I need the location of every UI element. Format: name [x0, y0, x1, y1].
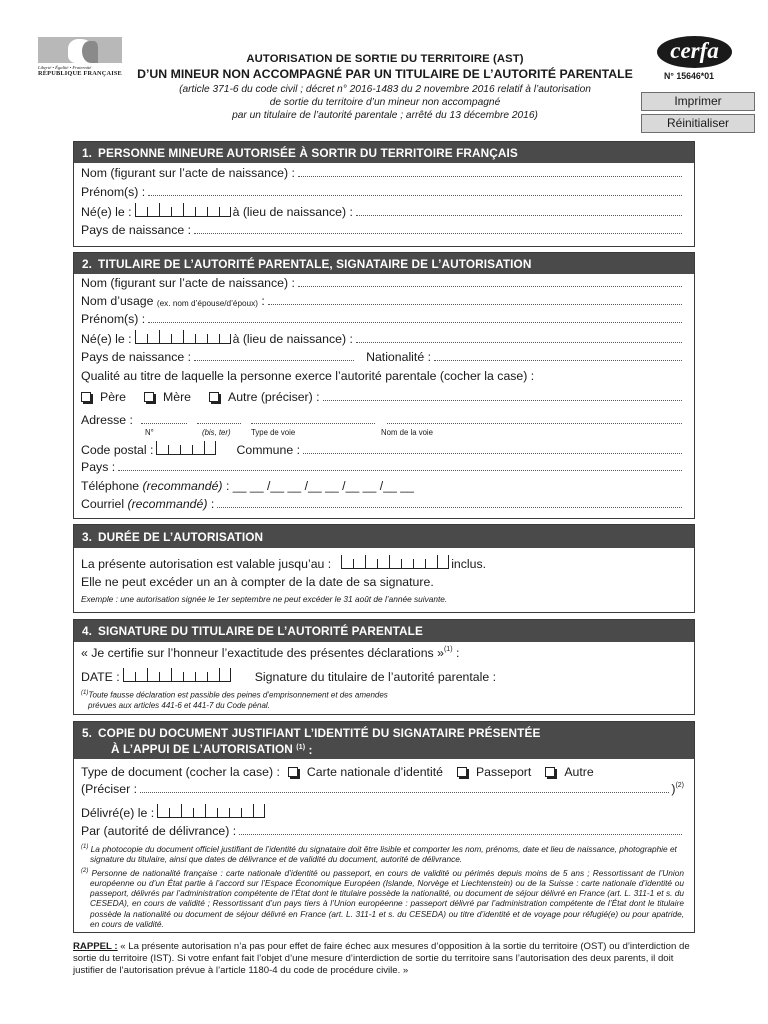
form-title-line1: AUTORISATION DE SORTIE DU TERRITOIRE (AST)	[246, 53, 524, 65]
field-label: Nom d’usage	[81, 294, 154, 308]
field-label: Prénom(s) :	[81, 312, 146, 326]
minor-pays-row	[81, 223, 684, 237]
parent-birthdate-field[interactable]	[135, 331, 231, 344]
parent-country-field[interactable]	[194, 360, 354, 361]
footnote-text: La photocopie du document officiel justifiant de l’identité du signataire doit être lisible et comporter les nom, prénoms, date et lieu de naissance, photographie et signature du titulaire, ainsi que dates de délivrance et de validité du document, autorité de délivrance.	[90, 843, 677, 864]
field-hint: (recommandé)	[127, 497, 208, 511]
section-title	[98, 726, 540, 757]
minor-birthplace-field[interactable]	[356, 215, 682, 216]
print-button[interactable]: Imprimer	[641, 92, 755, 111]
addr-number-caption: N°	[145, 428, 154, 437]
parent-pays-residence-row	[81, 460, 684, 474]
footnote-text: Personne de nationalité française : carte nationale d’identité ou passeport, en cours de validité ou périmés depuis moins de 5 ans ; Ressortissant de l’Union européenne ou d’un État partie à l’accord sur l’Espace Économique Européen (Islande, Norvège et Liechtenstein) ou de la Suisse : carte nationale d’identité ou passeport, délivrés par l’administration compétente de l’État dont le titulaire possède la nationalité, ou document de séjour délivré en France (art. L. 311-1 et s. du CESEDA), en cours de validité ; Ressortissant d’un pays tiers à l’Union européenne : passeport délivré par l’administration compétente de l’État dont le titulaire possède la nationalité ou document de séjour délivré en France (art. L. 311-1 et s. du CESEDA) ou titre d’identité et de voyage pour réfugié(e) ou pour apatride, en cours de validité.	[90, 867, 684, 929]
legal-line: (article 371-6 du code civil ; décret n° 2016-1483 du 2 novembre 2016 relatif à l’autorisation	[179, 84, 591, 95]
field-label: Pays :	[81, 460, 116, 474]
marianne-icon	[38, 37, 122, 63]
legal-line: de sortie du territoire d’un mineur non accompagné	[269, 97, 501, 108]
parent-nationality-field[interactable]	[434, 360, 682, 361]
section-title-line2: À L’APPUI DE L’AUTORISATION	[111, 742, 293, 757]
rappel-label: RAPPEL :	[73, 941, 118, 952]
option-label: Autre (préciser) :	[228, 390, 320, 404]
section-header	[74, 722, 694, 759]
field-label: )	[671, 782, 676, 796]
footnote-text: prévues aux articles 441-6 et 441-7 du Code pénal.	[88, 700, 270, 710]
static-text: Elle ne peut excéder un an à compter de la date de sa signature.	[81, 575, 434, 589]
footnote-ref: (1)	[296, 743, 306, 751]
option-label: Père	[100, 390, 126, 404]
mere-checkbox[interactable]	[144, 392, 154, 402]
field-hint: (ex. nom d’épouse/d’époux)	[156, 299, 258, 308]
parent-qualite-options	[81, 390, 684, 404]
option-label: Autre	[564, 765, 594, 779]
autre-preciser-field[interactable]	[323, 400, 682, 401]
minor-nom-row	[81, 166, 684, 180]
field-label: Pays de naissance :	[81, 350, 192, 364]
section-number: 5.	[82, 726, 93, 740]
field-label: inclus.	[451, 557, 487, 571]
field-label: Adresse :	[81, 413, 133, 427]
form-title-block	[130, 53, 640, 122]
footnote-ref: (2)	[81, 868, 89, 874]
static-text: « Je certifie sur l’honneur l’exactitude des présentes déclarations »	[81, 646, 444, 660]
minor-prenoms-row	[81, 185, 684, 199]
date-signature-row	[81, 669, 684, 684]
rappel-notice	[73, 941, 697, 978]
option-label: Mère	[162, 390, 192, 404]
field-label: La présente autorisation est valable jusqu’au :	[81, 557, 332, 571]
parent-prenoms-field[interactable]	[148, 322, 682, 323]
section-number: 2.	[82, 256, 93, 271]
cni-checkbox[interactable]	[288, 767, 298, 777]
commune-field[interactable]	[303, 453, 682, 454]
doc-par-row	[81, 824, 684, 838]
doc-authority-field[interactable]	[239, 834, 682, 835]
doc-type-row	[81, 765, 684, 779]
option-label: Passeport	[475, 765, 532, 779]
validity-date-field[interactable]	[341, 556, 449, 569]
field-colon: :	[455, 646, 460, 660]
field-label: Nom (figurant sur l’acte de naissance) :	[81, 276, 295, 290]
doc-delivre-row	[81, 805, 684, 820]
validity-row	[81, 556, 684, 571]
doc-issue-date-field[interactable]	[157, 805, 265, 818]
field-label: (Préciser :	[81, 782, 138, 796]
field-label: Prénom(s) :	[81, 185, 146, 199]
field-label: Nom (figurant sur l’acte de naissance) :	[81, 166, 295, 180]
parent-qualite-row	[81, 369, 684, 383]
parent-nom-usage-row	[81, 294, 684, 308]
residence-country-field[interactable]	[118, 470, 682, 471]
option-label: Carte nationale d’identité	[306, 765, 443, 779]
doc-footnote-2	[81, 866, 684, 929]
addr-type-caption: Type de voie	[251, 428, 296, 437]
field-label: Pays de naissance :	[81, 223, 192, 237]
autre-checkbox[interactable]	[209, 392, 219, 402]
reset-button[interactable]: Réinitialiser	[641, 114, 755, 133]
section-parent	[73, 252, 695, 519]
parent-naissance-row	[81, 331, 684, 346]
field-colon: :	[261, 294, 265, 308]
addr-name-caption: Nom de la voie	[381, 428, 434, 437]
form-title-line2: D’UN MINEUR NON ACCOMPAGNÉ PAR UN TITULAIRE DE L’AUTORITÉ PARENTALE	[137, 67, 633, 81]
field-label: Type de document (cocher la case) :	[81, 765, 280, 779]
cerfa-logo: cerfa	[657, 36, 732, 68]
section-title: TITULAIRE DE L’AUTORITÉ PARENTALE, SIGNATAIRE DE L’AUTORISATION	[98, 256, 532, 271]
max-duration-row	[81, 575, 684, 589]
field-label: Commune :	[236, 443, 301, 457]
footnote-ref: (1)	[443, 646, 453, 653]
form-legal-reference	[130, 83, 640, 122]
parent-nom-usage-field[interactable]	[268, 304, 682, 305]
section-number: 1.	[82, 145, 93, 160]
field-label: Délivré(e) le :	[81, 806, 155, 820]
section-title-line1: COPIE DU DOCUMENT JUSTIFIANT L’IDENTITÉ DU SIGNATAIRE PRÉSENTÉE	[98, 726, 541, 740]
section-title: SIGNATURE DU TITULAIRE DE L’AUTORITÉ PARENTALE	[98, 624, 423, 638]
parent-nom-field[interactable]	[298, 286, 682, 287]
minor-country-field[interactable]	[194, 233, 682, 234]
field-label: Téléphone	[81, 479, 140, 493]
field-hint: (recommandé)	[142, 479, 223, 493]
passeport-checkbox[interactable]	[457, 767, 467, 777]
field-label: Par (autorité de délivrance) :	[81, 824, 237, 838]
doc-footnote-1	[81, 842, 684, 864]
section-title: DURÉE DE L’AUTORISATION	[98, 529, 264, 544]
email-field[interactable]	[217, 507, 682, 508]
minor-birthdate-field[interactable]	[135, 204, 231, 217]
parent-cp-row	[81, 442, 684, 457]
addr-name-field[interactable]	[387, 423, 682, 424]
section-header	[74, 142, 694, 163]
telephone-field[interactable]: : __ __ /__ __ /__ __ /__ __ /__ __	[225, 479, 414, 493]
logo-republic: RÉPUBLIQUE FRANÇAISE	[38, 70, 122, 77]
field-label: Né(e) le :	[81, 332, 132, 346]
section-title: PERSONNE MINEURE AUTORISÉE À SORTIR DU TERRITOIRE FRANÇAIS	[98, 145, 518, 160]
rappel-text: « La présente autorisation n’a pas pour effet de faire échec aux mesures d’opposition à la sortie du territoire (OST) ou d’interdiction de sortie du territoire (IST). Si votre enfant fait l’objet d’une mesure d’interdiction de sortie du territoire sans l’autorisation des deux parents, il doit justifier de l’autorisation prévue à l’article 1180-4 du code de procédure civile. »	[73, 941, 690, 977]
logo-motto: Liberté • Égalité • Fraternité	[38, 65, 92, 70]
parent-pays-row	[81, 350, 684, 364]
parent-birthplace-field[interactable]	[356, 342, 682, 343]
pere-checkbox[interactable]	[81, 392, 91, 402]
section-number: 4.	[82, 624, 93, 638]
doc-preciser-row	[81, 782, 684, 796]
signature-date-field[interactable]	[123, 669, 231, 682]
doc-preciser-field[interactable]	[140, 792, 669, 793]
section-number: 3.	[82, 529, 93, 544]
footnote-ref: (1)	[81, 844, 89, 850]
addr-type-field[interactable]	[251, 423, 375, 424]
section-minor	[73, 141, 695, 247]
section-header	[74, 525, 694, 548]
minor-nom-field[interactable]	[298, 176, 682, 177]
parent-courriel-row	[81, 497, 684, 511]
footnote-ref: (2)	[675, 782, 684, 789]
postal-code-field[interactable]	[156, 442, 216, 455]
parent-prenoms-row	[81, 312, 684, 326]
section-identity-document	[73, 721, 695, 933]
section-signature	[73, 619, 695, 715]
autre-doc-checkbox[interactable]	[545, 767, 555, 777]
section-header	[74, 620, 694, 642]
field-label: à (lieu de naissance) :	[232, 332, 353, 346]
republique-francaise-logo	[38, 37, 124, 83]
parent-adresse-row	[81, 413, 684, 427]
section-header	[74, 253, 694, 274]
field-label: à (lieu de naissance) :	[232, 205, 353, 219]
field-colon: :	[210, 497, 215, 511]
duration-example: Exemple : une autorisation signée le 1er septembre ne peut excéder le 31 août de l’année suivante.	[81, 594, 448, 604]
addr-bis-field[interactable]	[197, 423, 241, 424]
parent-nom-row	[81, 276, 684, 290]
section-duration	[73, 524, 695, 613]
addr-bis-caption: (bis, ter)	[202, 428, 231, 437]
field-label: Né(e) le :	[81, 205, 132, 219]
minor-prenoms-field[interactable]	[148, 195, 682, 196]
honour-row	[81, 646, 684, 660]
field-colon: :	[308, 742, 313, 757]
field-label: DATE :	[81, 670, 120, 684]
signature-footnote	[81, 688, 684, 711]
field-label: Nationalité :	[366, 350, 431, 364]
parent-telephone-row	[81, 479, 684, 493]
field-label: Courriel	[81, 497, 125, 511]
footnote-ref: (1)	[81, 690, 89, 696]
cerfa-number: N° 15646*01	[664, 71, 714, 81]
field-label: Signature du titulaire de l’autorité parentale :	[254, 670, 497, 684]
legal-line: par un titulaire de l’autorité parentale ; arrêté du 13 décembre 2016)	[232, 110, 538, 121]
minor-naissance-row	[81, 204, 684, 219]
field-label: Code postal :	[81, 443, 154, 457]
addr-number-field[interactable]	[141, 423, 187, 424]
field-label: Qualité au titre de laquelle la personne exerce l’autorité parentale (cocher la case) :	[81, 369, 535, 383]
footnote-text: Toute fausse déclaration est passible des peines d’emprisonnement et des amendes	[88, 690, 388, 700]
